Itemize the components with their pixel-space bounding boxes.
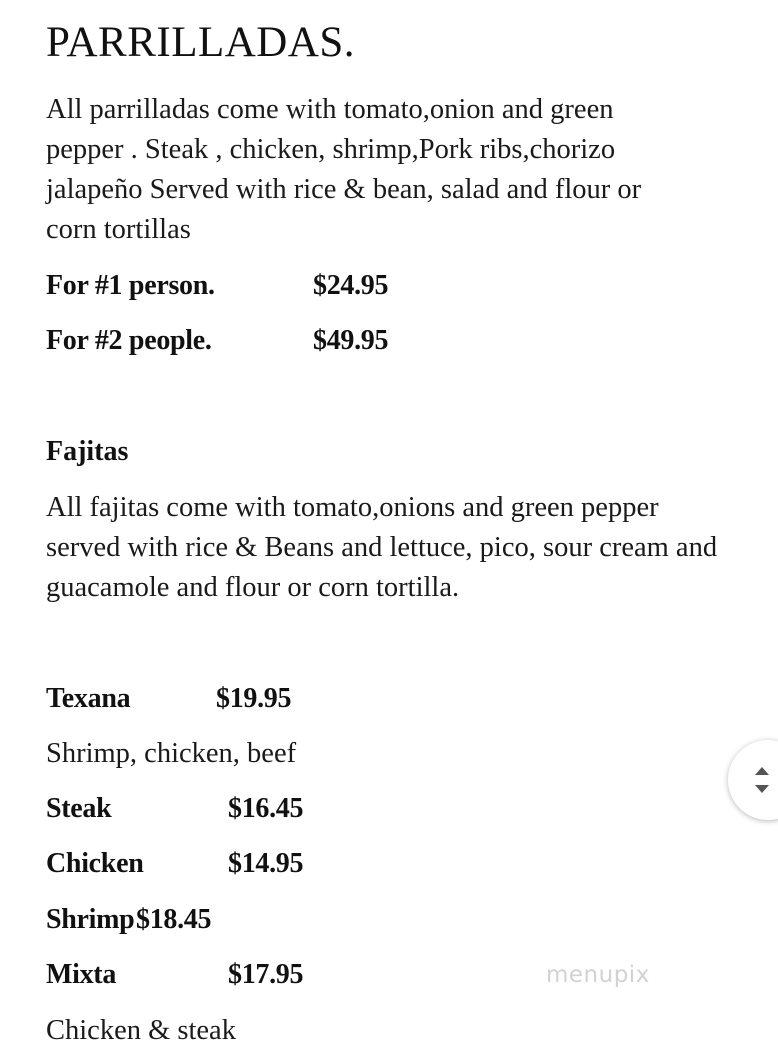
- parrillada-label: For #1 person.: [46, 270, 215, 301]
- up-down-arrows-icon: [752, 764, 772, 796]
- fajita-item-price: $16.45: [228, 793, 304, 824]
- fajita-item-name: Chicken: [46, 848, 144, 879]
- parrilladas-description: All parrilladas come with tomato,onion and green pepper . Steak , chicken, shrimp,Pork ribs,chorizo jalapeño Served with rice & bean, salad and flour or corn tortillas: [46, 94, 642, 245]
- fajita-item-note: Chicken & steak: [46, 1015, 236, 1046]
- fajita-item-note: Shrimp, chicken, beef: [46, 738, 297, 769]
- menupix-watermark: menupix: [546, 962, 650, 988]
- fajitas-description: All fajitas come with tomato,onions and green pepper served with rice & Beans and lettuce, pico, sour cream and guacamole and flour or corn tortilla.: [46, 492, 718, 603]
- fajita-item-price: $19.95: [216, 683, 292, 714]
- fajita-item-name: Texana: [46, 683, 131, 714]
- fajita-item-name: Mixta: [46, 959, 117, 990]
- fajita-item-price: $18.45: [136, 904, 212, 935]
- fajita-item-price: $17.95: [228, 959, 304, 990]
- parrillada-price: $49.95: [313, 325, 389, 356]
- scroll-control-button[interactable]: [728, 740, 778, 820]
- fajita-item-name: Steak: [46, 793, 112, 824]
- parrilladas-title: PARRILLADAS.: [46, 19, 356, 66]
- parrillada-price: $24.95: [313, 270, 389, 301]
- fajita-item-name: Shrimp: [46, 904, 135, 935]
- fajita-item-price: $14.95: [228, 848, 304, 879]
- parrillada-label: For #2 people.: [46, 325, 212, 356]
- fajitas-heading: Fajitas: [46, 436, 129, 467]
